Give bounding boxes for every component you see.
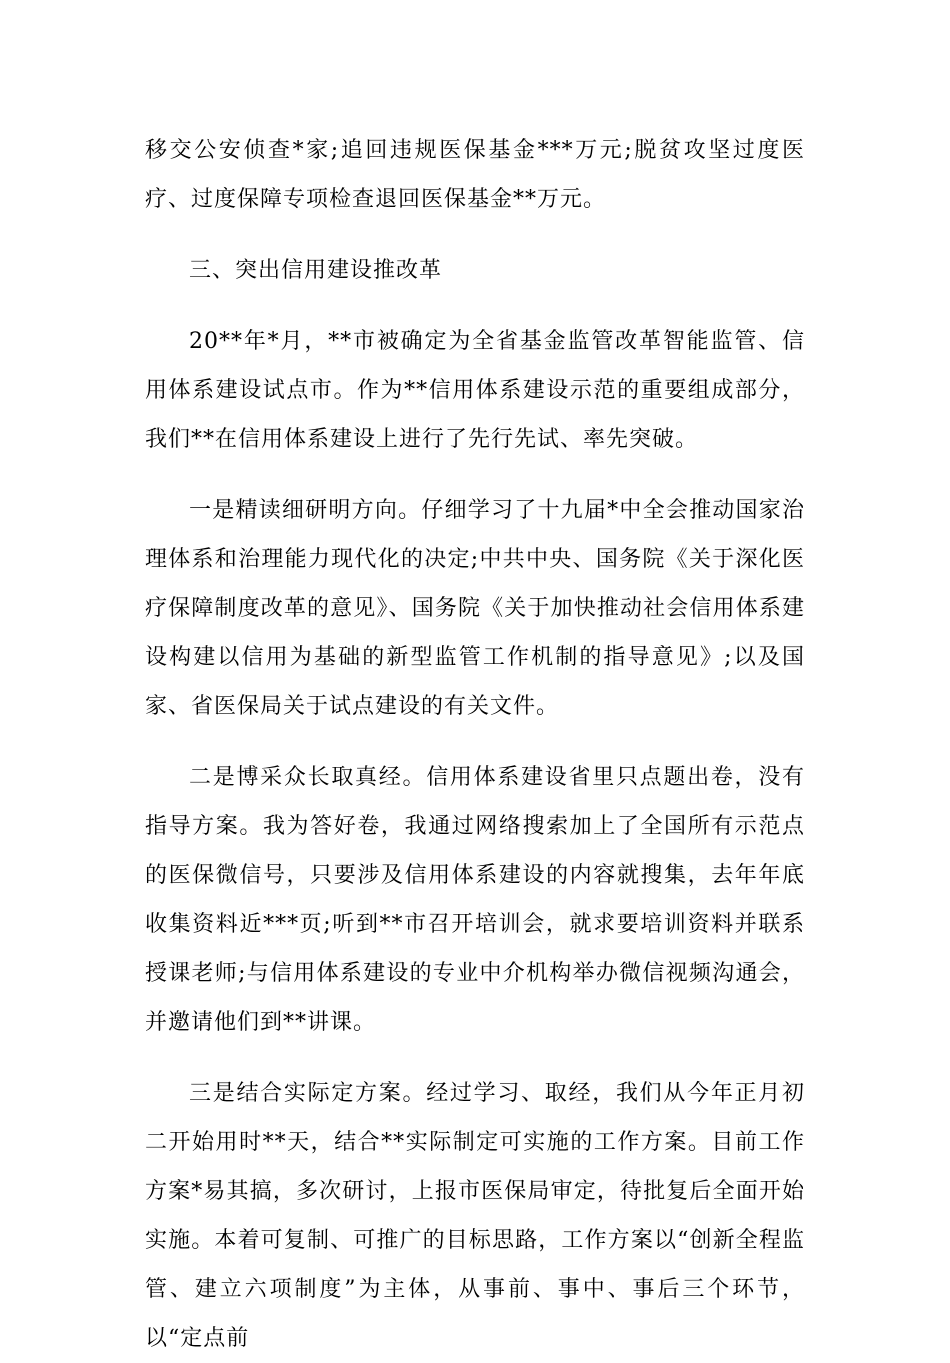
- paragraph-plan: 三是结合实际定方案。经过学习、取经，我们从今年正月初二开始用时**天，结合**实际制定可实施的工作方案。目前工作方案*易其搞，多次研讨，上报市医保局审定，待批复后全面开始实施。本着可复制、可推广的目标思路，工作方案以“创新全程监管、建立六项制度”为主体，从事前、事中、事后三个环节，以“定点前: [145, 1081, 805, 1351]
- paragraph-learn-experience: 二是博采众长取真经。信用体系建设省里只点题出卷，没有指导方案。我为答好卷，我通过网络搜索加上了全国所有示范点的医保微信号，只要涉及信用体系建设的内容就搜集，去年年底收集资料近***页;听到**市召开培训会，就求要培训资料并联系授课老师;与信用体系建设的专业中介机构举办微信视频沟通会，并邀请他们到**讲课。: [145, 765, 805, 1035]
- document-body: [145, 126, 805, 1363]
- paragraph-continuation: 移交公安侦查*家;追回违规医保基金***万元;脱贫攻坚过度医疗、过度保障专项检查退回医保基金**万元。: [145, 138, 805, 212]
- paragraph-study-direction: 一是精读细研明方向。仔细学习了十九届*中全会推动国家治理体系和治理能力现代化的决定;中共中央、国务院《关于深化医疗保障制度改革的意见》、国务院《关于加快推动社会信用体系建设构建以信用为基础的新型监管工作机制的指导意见》;以及国家、省医保局关于试点建设的有关文件。: [145, 498, 805, 719]
- paragraph-pilot-intro: 20**年*月，**市被确定为全省基金监管改革智能监管、信用体系建设试点市。作为**信用体系建设示范的重要组成部分，我们**在信用体系建设上进行了先行先试、率先突破。: [145, 329, 805, 452]
- section-heading: 三、突出信用建设推改革: [189, 258, 443, 283]
